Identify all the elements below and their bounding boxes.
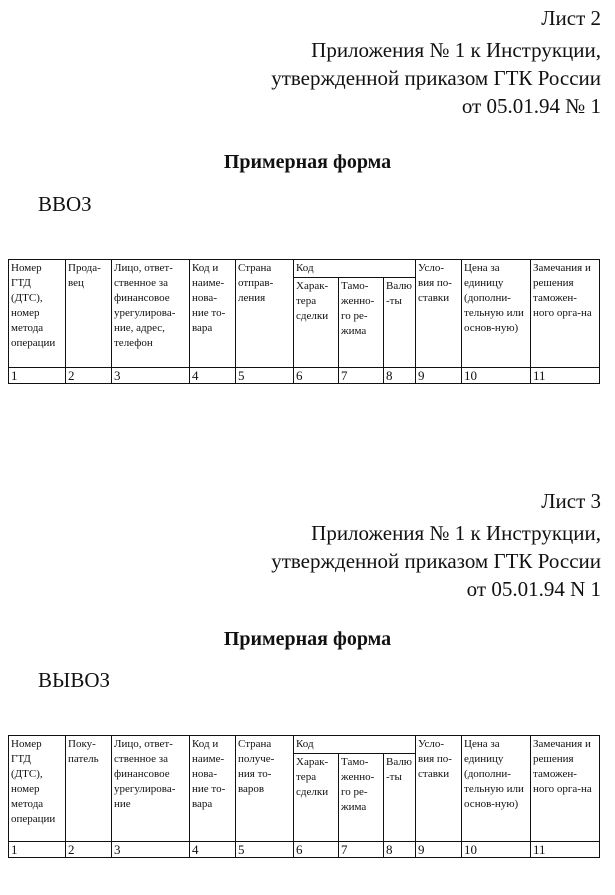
column-number: 1	[9, 368, 66, 384]
col-responsible-party: Лицо, ответ-ственное за финансовое урегулирова-ние	[112, 736, 190, 842]
col-goods-code: Код и наиме-нова-ние то-вара	[190, 260, 236, 368]
form-title: Примерная форма	[223, 151, 392, 173]
customs-form-table	[8, 735, 600, 858]
column-number: 11	[531, 842, 600, 858]
column-number: 9	[416, 368, 462, 384]
appendix-line: Приложения № 1 к Инструкции,	[311, 38, 601, 62]
column-number: 5	[236, 842, 294, 858]
col-country: Страна получе-ния то-варов	[236, 736, 294, 842]
col-declaration-number: Номер ГТД (ДТС), номер метода операции	[9, 736, 66, 842]
col-declaration-number: Номер ГТД (ДТС), номер метода операции	[9, 260, 66, 368]
column-number: 2	[66, 842, 112, 858]
column-number: 5	[236, 368, 294, 384]
col-customs-regime: Тамо-женно-го ре-жима	[339, 754, 384, 842]
col-customs-remarks: Замечания и решения таможен-ного орга-на	[531, 260, 600, 368]
column-number: 1	[9, 842, 66, 858]
col-responsible-party: Лицо, ответ-ственное за финансовое урегулирова-ние, адрес, телефон	[112, 260, 190, 368]
col-currency: Валю-ты	[384, 278, 416, 368]
column-number: 4	[190, 368, 236, 384]
order-date-line: от 05.01.94 № 1	[461, 94, 601, 118]
column-number: 7	[339, 368, 384, 384]
order-date-line: от 05.01.94 N 1	[466, 577, 601, 601]
col-deal-type: Харак-тера сделки	[294, 278, 339, 368]
col-goods-code: Код и наиме-нова-ние то-вара	[190, 736, 236, 842]
column-number: 10	[462, 842, 531, 858]
col-deal-type: Харак-тера сделки	[294, 754, 339, 842]
col-unit-price: Цена за единицу (дополни-тельную или основ-ную)	[462, 736, 531, 842]
col-buyer: Поку-патель	[66, 736, 112, 842]
column-number: 9	[416, 842, 462, 858]
col-customs-remarks: Замечания и решения таможен-ного орга-на	[531, 736, 600, 842]
sheet-header	[271, 487, 601, 603]
column-number: 4	[190, 842, 236, 858]
column-number: 8	[384, 368, 416, 384]
direction-label: ВЫВОЗ	[38, 668, 111, 692]
col-delivery-terms: Усло-вия по-ставки	[416, 736, 462, 842]
column-number: 11	[531, 368, 600, 384]
col-delivery-terms: Усло-вия по-ставки	[416, 260, 462, 368]
col-code-group: Код	[294, 736, 416, 754]
col-customs-regime: Тамо-женно-го ре-жима	[339, 278, 384, 368]
column-number: 3	[112, 842, 190, 858]
column-number: 2	[66, 368, 112, 384]
col-unit-price: Цена за единицу (дополни-тельную или основ-ную)	[462, 260, 531, 368]
col-seller: Прода-вец	[66, 260, 112, 368]
sheet-number: Лист 2	[541, 6, 601, 30]
column-number: 7	[339, 842, 384, 858]
sheet-number: Лист 3	[541, 489, 601, 513]
column-number: 10	[462, 368, 531, 384]
approval-line: утвержденной приказом ГТК России	[271, 549, 601, 573]
column-number-row	[9, 842, 600, 858]
approval-line: утвержденной приказом ГТК России	[271, 66, 601, 90]
col-code-group: Код	[294, 260, 416, 278]
column-number: 6	[294, 842, 339, 858]
column-number: 3	[112, 368, 190, 384]
appendix-line: Приложения № 1 к Инструкции,	[311, 521, 601, 545]
col-currency: Валю-ты	[384, 754, 416, 842]
form-title: Примерная форма	[223, 628, 392, 650]
direction-label: ВВОЗ	[38, 192, 92, 216]
col-country: Страна отправ-ления	[236, 260, 294, 368]
column-number: 8	[384, 842, 416, 858]
column-number: 6	[294, 368, 339, 384]
